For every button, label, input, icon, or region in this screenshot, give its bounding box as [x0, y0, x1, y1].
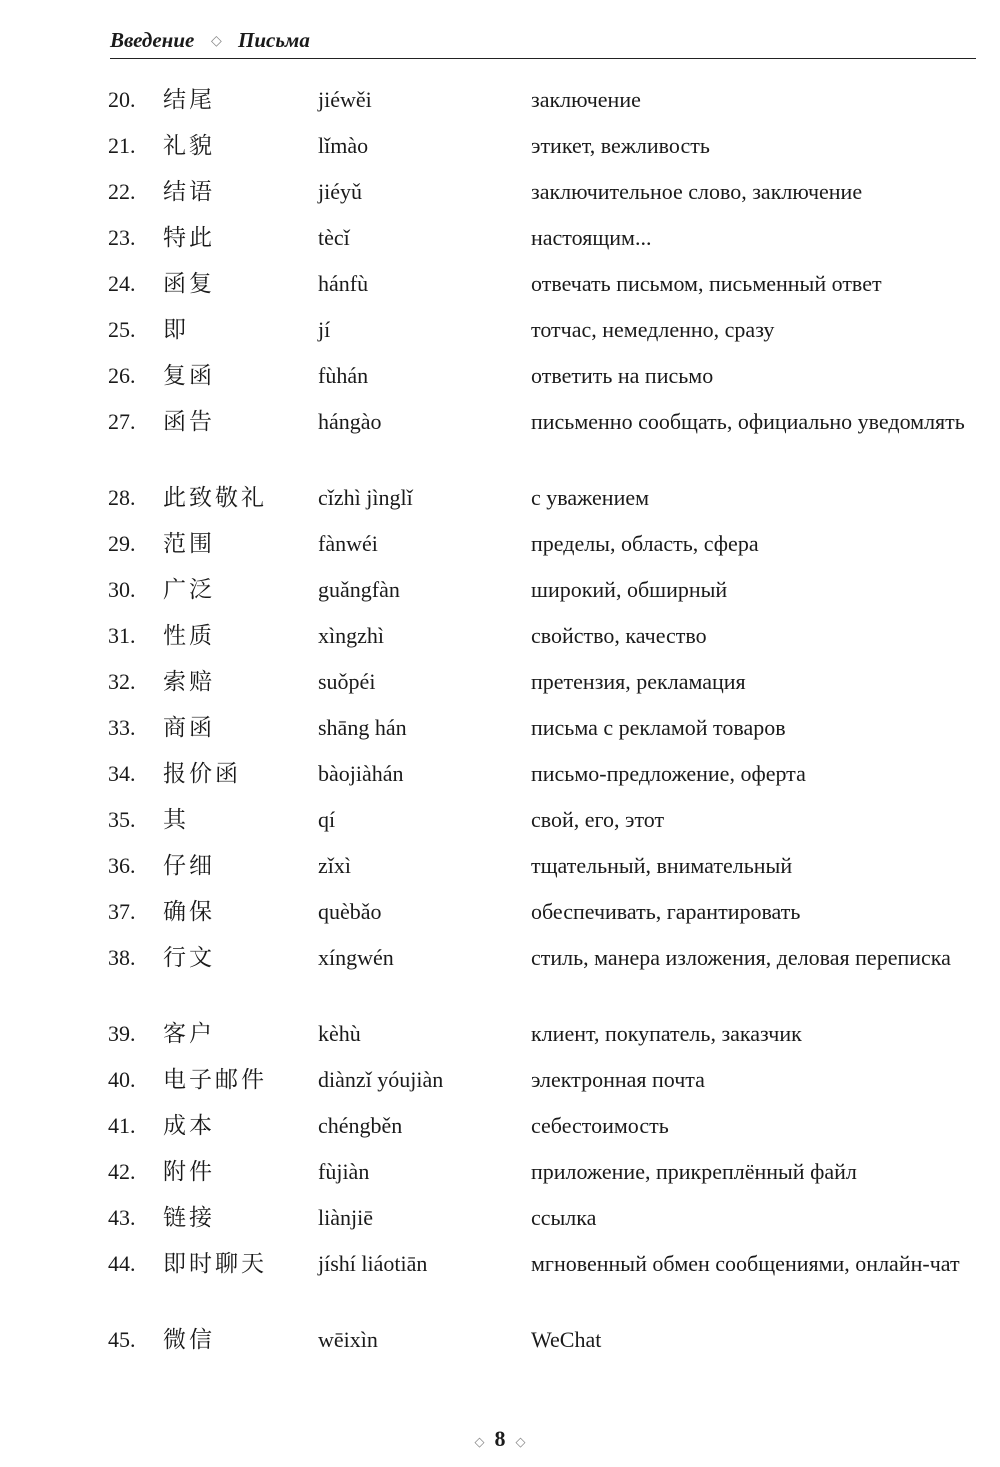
entry-chinese: 即	[163, 317, 189, 343]
entry-number: 44.	[108, 1251, 136, 1276]
entry-pinyin: hángào	[318, 409, 382, 434]
entry-pinyin: chéngběn	[318, 1113, 403, 1138]
entry-number: 20.	[108, 87, 136, 112]
entry-pinyin: suǒpéi	[318, 669, 376, 694]
entry-translation: стиль, манера изложения, деловая переписка	[531, 945, 951, 970]
entry-translation: себестоимость	[531, 1113, 669, 1138]
entry-chinese: 函复	[163, 271, 215, 297]
entry-translation: ссылка	[531, 1205, 597, 1230]
entry-chinese: 行文	[163, 945, 215, 971]
entry-pinyin: bàojiàhán	[318, 761, 404, 786]
entry-translation: настоящим...	[531, 225, 652, 250]
entry-chinese: 结语	[163, 179, 215, 205]
entry-translation: отвечать письмом, письменный ответ	[531, 271, 882, 296]
entry-pinyin: hánfù	[318, 271, 369, 296]
entry-number: 38.	[108, 945, 136, 970]
entry-number: 43.	[108, 1205, 136, 1230]
entry-pinyin: qí	[318, 807, 336, 832]
footer-diamond-icon-right: ◇	[515, 1434, 526, 1449]
entry-number: 34.	[108, 761, 136, 786]
entry-chinese: 商函	[163, 715, 215, 741]
header-diamond-icon: ◇	[211, 34, 222, 49]
entry-number: 40.	[108, 1067, 136, 1092]
entry-pinyin: kèhù	[318, 1021, 361, 1046]
entry-pinyin: quèbǎo	[318, 899, 382, 924]
entry-pinyin: xìngzhì	[318, 623, 384, 648]
entry-pinyin: cǐzhì jìnglǐ	[318, 485, 413, 510]
entry-chinese: 报价函	[163, 761, 241, 787]
entry-pinyin: jiéwěi	[318, 87, 372, 112]
entry-pinyin: fùjiàn	[318, 1159, 370, 1184]
entry-translation: заключение	[531, 87, 641, 112]
entry-chinese: 索赔	[163, 669, 215, 695]
entry-number: 32.	[108, 669, 136, 694]
entry-chinese: 其	[163, 807, 189, 833]
entry-pinyin: zǐxì	[318, 853, 351, 878]
entry-pinyin: diànzǐ yóujiàn	[318, 1067, 444, 1092]
page-footer	[0, 1426, 1000, 1452]
entry-translation: тщательный, внимательный	[531, 853, 793, 878]
entry-chinese: 微信	[163, 1327, 215, 1353]
entry-translation: тотчас, немедленно, сразу	[531, 317, 775, 342]
entry-number: 21.	[108, 133, 136, 158]
entry-translation: письмо-предложение, оферта	[531, 761, 806, 786]
entry-number: 28.	[108, 485, 136, 510]
entry-chinese: 广泛	[163, 577, 215, 603]
entry-number: 24.	[108, 271, 136, 296]
entry-number: 45.	[108, 1327, 136, 1352]
entry-chinese: 客户	[163, 1021, 215, 1047]
entry-number: 42.	[108, 1159, 136, 1184]
entry-chinese: 此致敬礼	[163, 485, 267, 511]
entry-pinyin: wēixìn	[318, 1327, 378, 1352]
entry-pinyin: shāng hán	[318, 715, 407, 740]
entry-number: 26.	[108, 363, 136, 388]
entry-number: 29.	[108, 531, 136, 556]
entry-pinyin: jíshí liáotiān	[318, 1251, 428, 1276]
page-number: 8	[494, 1426, 506, 1451]
entry-translation: свойство, качество	[531, 623, 707, 648]
entry-number: 22.	[108, 179, 136, 204]
entry-pinyin: tècǐ	[318, 225, 350, 250]
entry-translation: претензия, рекламация	[531, 669, 746, 694]
entry-chinese: 成本	[163, 1113, 215, 1139]
entry-chinese: 链接	[163, 1205, 215, 1231]
entry-translation: свой, его, этот	[531, 807, 665, 832]
entry-translation: ответить на письмо	[531, 363, 714, 388]
header-chapter-title: Письма	[238, 28, 310, 52]
entry-pinyin: jiéyǔ	[318, 179, 362, 204]
entry-chinese: 附件	[163, 1159, 215, 1185]
entry-number: 35.	[108, 807, 136, 832]
entry-number: 23.	[108, 225, 136, 250]
entry-chinese: 结尾	[163, 87, 215, 113]
entry-pinyin: fùhán	[318, 363, 369, 388]
entry-number: 30.	[108, 577, 136, 602]
entry-number: 31.	[108, 623, 136, 648]
entry-translation: клиент, покупатель, заказчик	[531, 1021, 802, 1046]
entry-translation: приложение, прикреплённый файл	[531, 1159, 857, 1184]
entry-chinese: 函告	[163, 409, 215, 435]
entry-pinyin: jí	[318, 317, 331, 342]
entry-chinese: 礼貌	[163, 133, 215, 159]
entry-number: 33.	[108, 715, 136, 740]
entry-number: 39.	[108, 1021, 136, 1046]
entry-pinyin: lǐmào	[318, 133, 369, 158]
entry-translation: с уважением	[531, 485, 650, 510]
entry-translation: обеспечивать, гарантировать	[531, 899, 801, 924]
entry-translation: пределы, область, сфера	[531, 531, 759, 556]
entry-chinese: 范围	[163, 531, 215, 557]
entry-chinese: 复函	[163, 363, 215, 389]
entry-pinyin: fànwéi	[318, 531, 378, 556]
entry-chinese: 即时聊天	[163, 1251, 267, 1277]
entry-translation: письма с рекламой товаров	[531, 715, 786, 740]
entry-number: 37.	[108, 899, 136, 924]
entry-translation: заключительное слово, заключение	[531, 179, 863, 204]
entry-number: 25.	[108, 317, 136, 342]
entry-chinese: 特此	[163, 225, 215, 251]
entry-pinyin: liànjiē	[318, 1205, 373, 1230]
header-section-title: Введение	[110, 28, 195, 52]
entry-chinese: 性质	[163, 623, 215, 649]
entry-number: 27.	[108, 409, 136, 434]
footer-diamond-icon-left: ◇	[474, 1434, 485, 1449]
entry-chinese: 电子邮件	[163, 1067, 267, 1093]
entry-pinyin: guǎngfàn	[318, 577, 400, 602]
entry-translation: электронная почта	[531, 1067, 705, 1092]
entry-translation: этикет, вежливость	[531, 133, 710, 158]
entry-pinyin: xíngwén	[318, 945, 394, 970]
entry-translation: письменно сообщать, официально уведомлять	[531, 409, 965, 434]
entry-translation: мгновенный обмен сообщениями, онлайн-чат	[531, 1251, 960, 1276]
entry-number: 36.	[108, 853, 136, 878]
entry-translation: WeChat	[531, 1327, 602, 1352]
entry-chinese: 确保	[163, 899, 215, 925]
entry-translation: широкий, обширный	[531, 577, 728, 602]
entry-number: 41.	[108, 1113, 136, 1138]
entry-chinese: 仔细	[163, 853, 215, 879]
